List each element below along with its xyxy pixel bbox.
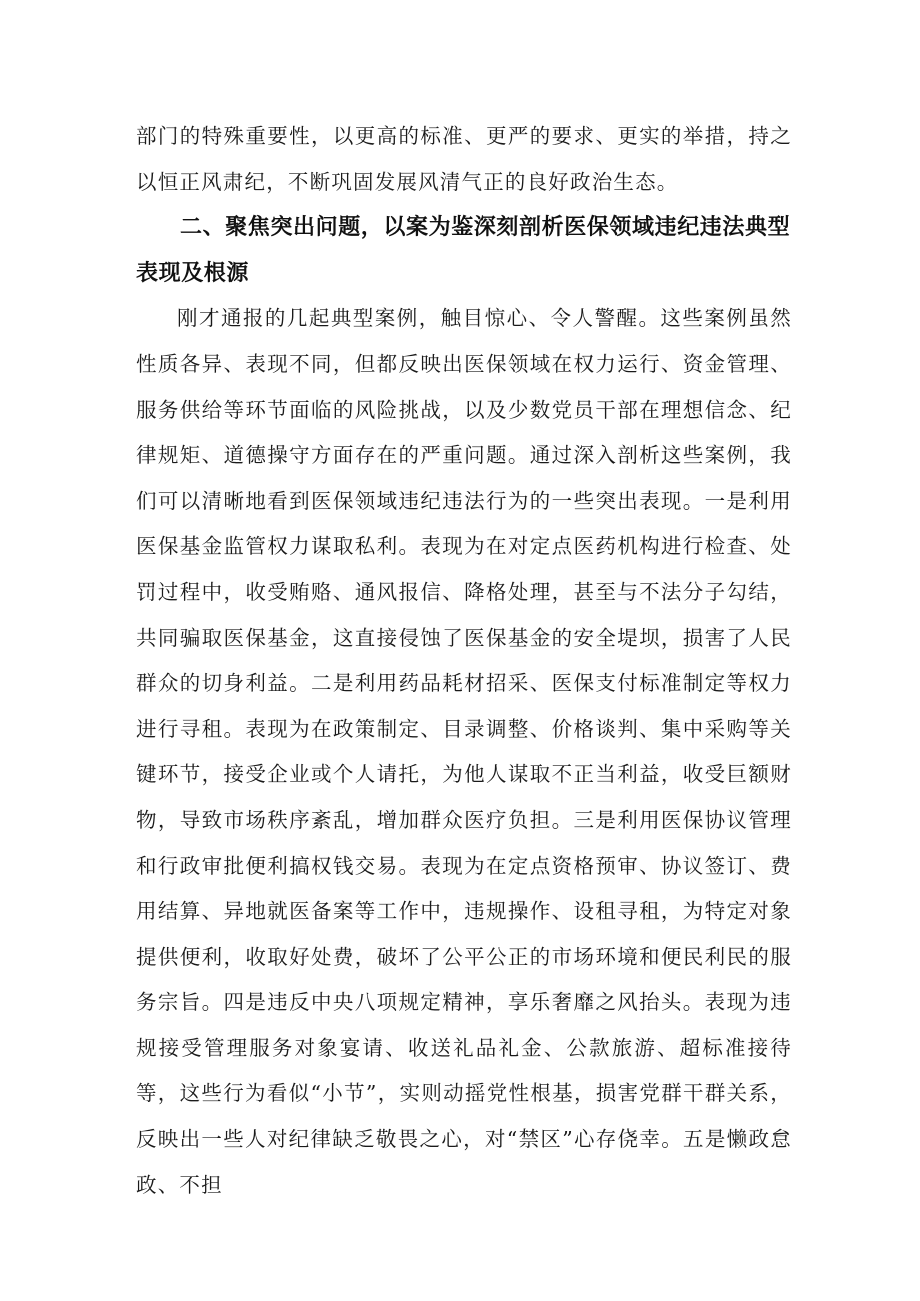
continuation-paragraph: 部门的特殊重要性，以更高的标准、更严的要求、更实的举措，持之以恒正风肃纪，不断巩固发展风清气正的良好政治生态。 <box>136 124 792 194</box>
body-paragraph: 刚才通报的几起典型案例，触目惊心、令人警醒。这些案例虽然性质各异、表现不同，但都反映出医保领域在权力运行、资金管理、服务供给等环节面临的风险挑战，以及少数党员干部在理想信念、纪律规矩、道德操守方面存在的严重问题。通过深入剖析这些案例，我们可以清晰地看到医保领域违纪违法行为的一些突出表现。一是利用医保基金监管权力谋取私利。表现为在对定点医药机构进行检查、处罚过程中，收受贿赂、通风报信、降格处理，甚至与不法分子勾结，共同骗取医保基金，这直接侵蚀了医保基金的安全堤坝，损害了人民群众的切身利益。二是利用药品耗材招采、医保支付标准制定等权力进行寻租。表现为在政策制定、目录调整、价格谈判、集中采购等关键环节，接受企业或个人请托，为他人谋取不正当利益，收受巨额财物，导致市场秩序紊乱，增加群众医疗负担。三是利用医保协议管理和行政审批便利搞权钱交易。表现为在定点资格预审、协议签订、费用结算、异地就医备案等工作中，违规操作、设租寻租，为特定对象提供便利，收取好处费，破坏了公平公正的市场环境和便民利民的服务宗旨。四是违反中央八项规定精神，享乐奢靡之风抬头。表现为违规接受管理服务对象宴请、收送礼品礼金、公款旅游、超标准接待等，这些行为看似“小节”，实则动摇党性根基，损害党群干群关系，反映出一些人对纪律缺乏敬畏之心，对“禁区”心存侥幸。五是懒政怠政、不担 <box>136 306 792 1197</box>
document-body <box>136 114 792 1208</box>
section-heading: 二、聚焦突出问题，以案为鉴深刻剖析医保领域违纪违法典型表现及根源 <box>136 215 791 286</box>
